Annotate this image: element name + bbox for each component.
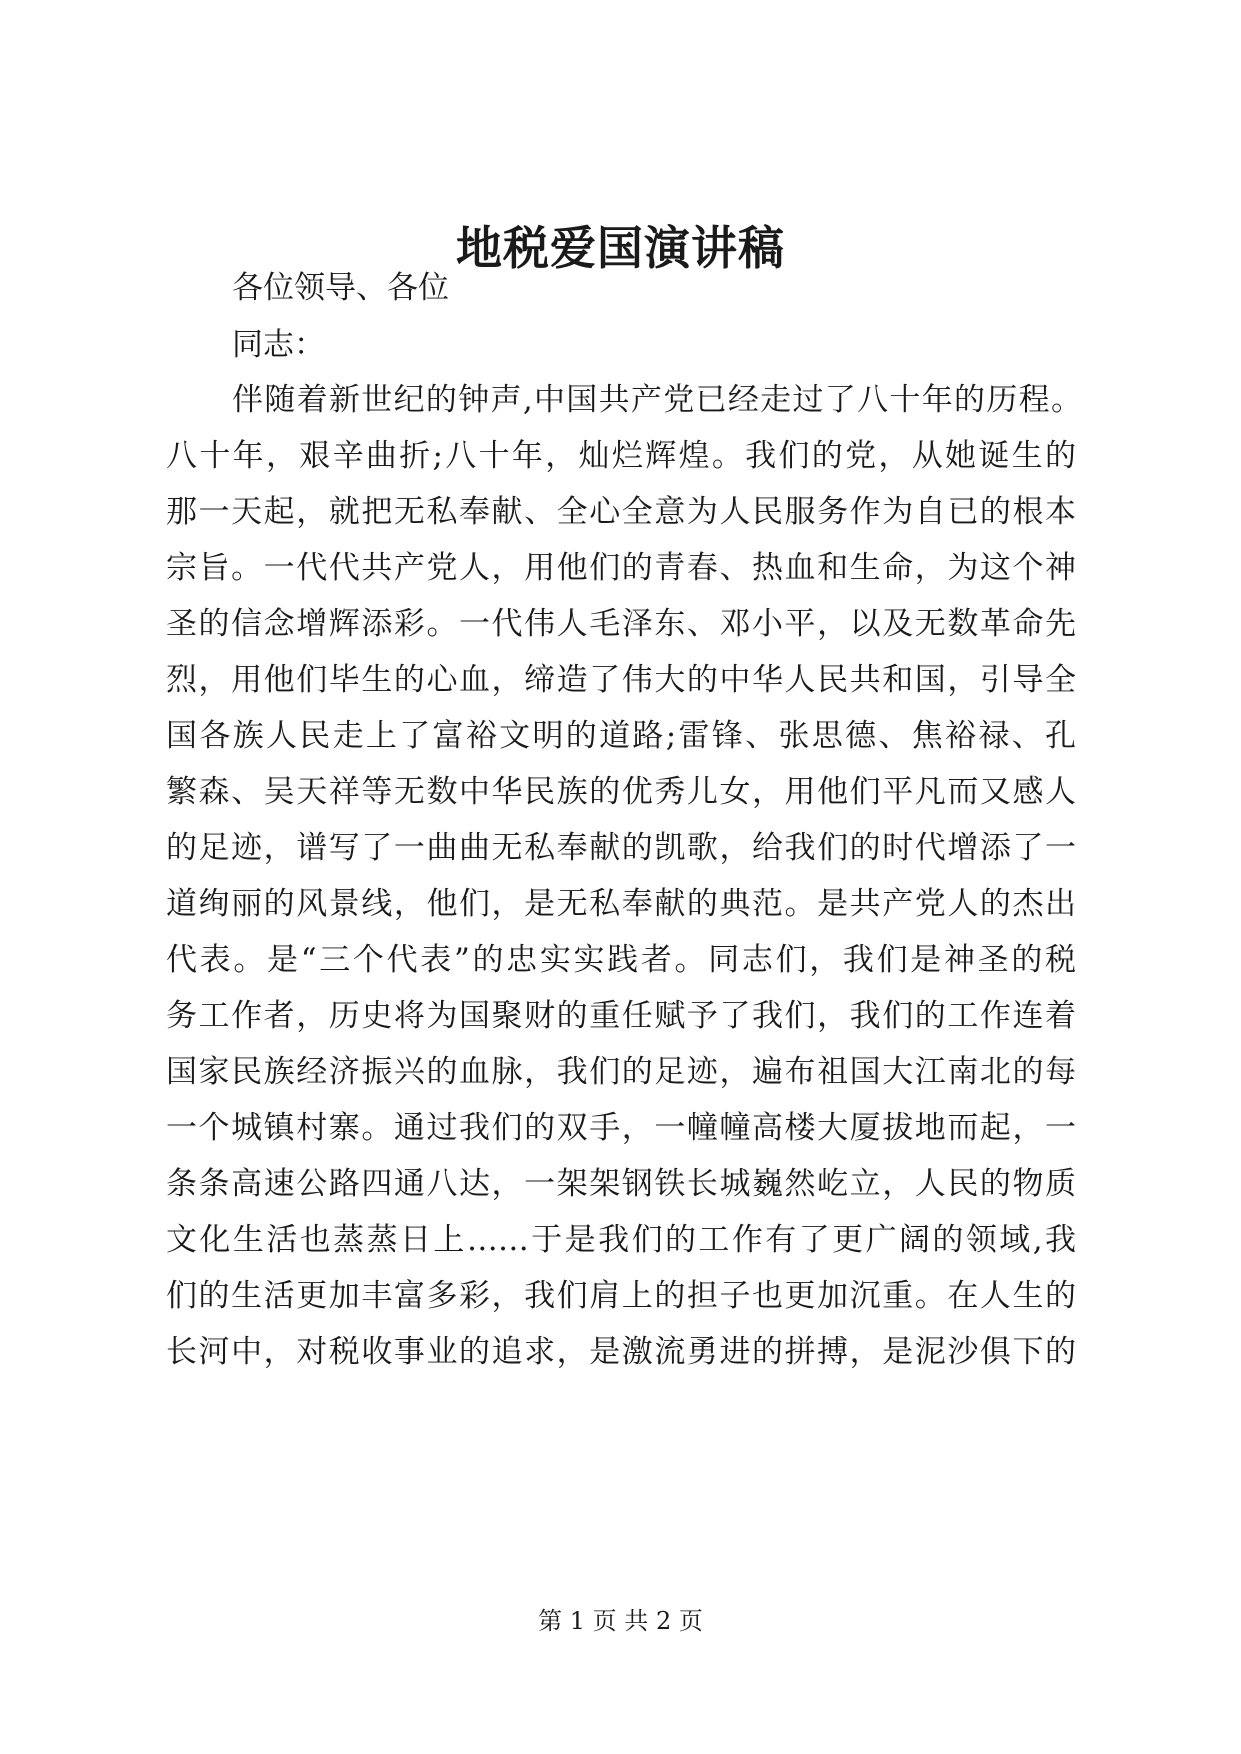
paragraph-line: 圣的信念增辉添彩。一代伟人毛泽东、邓小平，以及无数革命先: [166, 606, 1076, 642]
paragraph-line: 长河中，对税收事业的追求，是激流勇进的拼搏，是泥沙俱下的: [166, 1334, 1076, 1370]
paragraph-line: 繁森、吴天祥等无数中华民族的优秀儿女，用他们平凡而又感人: [166, 774, 1076, 810]
paragraph-line: 道绚丽的风景线，他们，是无私奉献的典范。是共产党人的杰出: [166, 886, 1076, 922]
paragraph-line: 的足迹，谱写了一曲曲无私奉献的凯歌，给我们的时代增添了一: [166, 830, 1076, 866]
paragraph-line: 国各族人民走上了富裕文明的道路;雷锋、张思德、焦裕禄、孔: [166, 718, 1076, 754]
paragraph-line: 文化生活也蒸蒸日上……于是我们的工作有了更广阔的领域,我: [166, 1222, 1076, 1258]
page-footer: 第 1 页 共 2 页: [538, 1607, 703, 1635]
paragraph-line: 代表。是“三个代表”的忠实实践者。同志们，我们是神圣的税: [166, 942, 1076, 978]
paragraph-line: 烈，用他们毕生的心血，缔造了伟大的中华人民共和国，引导全: [166, 662, 1076, 698]
paragraph-line: 务工作者，历史将为国聚财的重任赋予了我们，我们的工作连着: [166, 998, 1076, 1034]
paragraph-line: 八十年，艰辛曲折;八十年，灿烂辉煌。我们的党，从她诞生的: [166, 438, 1076, 474]
paragraph-line: 那一天起，就把无私奉献、全心全意为人民服务作为自已的根本: [166, 494, 1076, 530]
salutation-line: 同志：: [232, 327, 325, 363]
paragraph-line: 国家民族经济振兴的血脉，我们的足迹，遍布祖国大江南北的每: [166, 1054, 1076, 1090]
paragraph-line: 一个城镇村寨。通过我们的双手，一幢幢高楼大厦拔地而起，一: [166, 1110, 1076, 1146]
paragraph-line: 宗旨。一代代共产党人，用他们的青春、热血和生命，为这个神: [166, 550, 1076, 586]
salutation-line: 各位领导、各位: [232, 270, 449, 306]
page-title: 地税爱国演讲稿: [456, 221, 785, 275]
paragraph-line: 伴随着新世纪的钟声,中国共产党已经走过了八十年的历程。: [232, 382, 1082, 418]
paragraph-line: 条条高速公路四通八达，一架架钢铁长城巍然屹立，人民的物质: [166, 1166, 1076, 1202]
paragraph-line: 们的生活更加丰富多彩，我们肩上的担子也更加沉重。在人生的: [166, 1278, 1076, 1314]
